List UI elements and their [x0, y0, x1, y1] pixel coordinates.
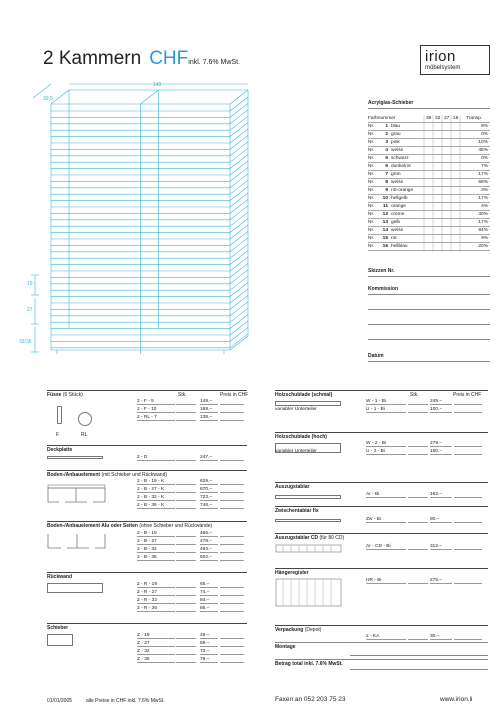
price-row-code: HR - Bi	[366, 577, 406, 584]
drawing-line	[230, 90, 248, 104]
boden-title: Boden-/Anbauelement (mit Schieber und Rückwand)	[47, 472, 168, 478]
total-field[interactable]	[220, 589, 244, 596]
drawing-line	[141, 90, 159, 104]
total-label: Betrag total inkl. 7.6% MwSt.	[275, 661, 343, 667]
acryl-row: Nr. 14 weiss 84%	[368, 228, 488, 233]
drawing-line	[230, 263, 248, 277]
total-rule	[275, 659, 488, 660]
total-field[interactable]	[454, 516, 482, 523]
quantity-field[interactable]	[176, 581, 196, 588]
quantity-field[interactable]	[408, 633, 428, 640]
quantity-field[interactable]	[176, 494, 196, 501]
quantity-field[interactable]	[408, 543, 428, 550]
montage-field	[350, 655, 488, 656]
drawing-line	[230, 148, 248, 162]
price-row-code: 2 - KA	[366, 633, 406, 640]
price-value: 245.–	[430, 398, 452, 405]
acryl-grid	[368, 115, 490, 253]
total-field[interactable]	[220, 502, 244, 509]
drawing-line	[230, 302, 248, 316]
drawing-line	[230, 276, 248, 290]
rueckwand-rule	[47, 572, 247, 573]
width-dimension-label: 149	[153, 82, 162, 88]
total-field[interactable]	[220, 414, 244, 421]
price-value: 746.–	[200, 502, 218, 509]
quantity-field[interactable]	[176, 554, 196, 561]
price-row-code: 2 - B - 27	[137, 538, 175, 545]
haenge-rule	[275, 568, 488, 569]
quantity-field[interactable]	[176, 538, 196, 545]
depth-dimension-label: 39,5	[43, 96, 53, 102]
acryl-row: Nr. 6 dunkelrot 7%	[368, 164, 488, 169]
deckplatte-shape	[47, 456, 103, 459]
total-field[interactable]	[220, 486, 244, 493]
acryl-row: Nr. 11 orange 4%	[368, 204, 488, 209]
drawing-line	[230, 116, 248, 130]
footer-note: alle Preise in CHF inkl. 7.6% MwSt.	[86, 698, 165, 704]
total-field[interactable]	[220, 632, 244, 639]
acryl-row: Nr. 2 grau 0%	[368, 132, 488, 137]
price-row-code: 2 - R - 36	[137, 605, 175, 612]
drawing-line	[230, 283, 248, 297]
drawing-line	[230, 219, 248, 233]
price-value: 79.–	[200, 656, 218, 663]
total-field[interactable]	[220, 656, 244, 663]
acryl-row: Nr. 13 gelb 17%	[368, 220, 488, 225]
quantity-field[interactable]	[176, 597, 196, 604]
price-value: 86.–	[200, 605, 218, 612]
price-value: 138.–	[200, 414, 218, 421]
total-field[interactable]	[220, 648, 244, 655]
drawing-line	[230, 251, 248, 265]
page-title: 2 Kammern CHFinkl. 7.6% MwSt.	[43, 48, 241, 69]
irion-logo: irion möbelsystem	[420, 45, 490, 75]
drawing-line	[230, 334, 248, 348]
total-field[interactable]	[220, 597, 244, 604]
drawing-line	[230, 155, 248, 169]
kommission-rule	[368, 294, 490, 295]
price-value: 100.–	[430, 406, 452, 413]
left-top-rule	[47, 390, 247, 391]
price-row-code: Ar - Bi	[366, 491, 406, 498]
vat-note: inkl. 7.6% MwSt.	[188, 59, 241, 66]
drawing-line	[230, 129, 248, 143]
acryl-row: Nr. 4 weiss 45%	[368, 148, 488, 153]
skizzen-rule	[368, 276, 490, 277]
alu-shape	[47, 532, 107, 554]
right-stk-header: Stk.	[410, 392, 419, 398]
drawing-line	[230, 212, 248, 226]
cabinet-drawing	[19, 80, 270, 370]
drawing-line	[230, 327, 248, 341]
total-field[interactable]	[220, 538, 244, 545]
haenge-title: Hängeregister	[275, 570, 309, 576]
quantity-field[interactable]	[408, 398, 428, 405]
price-value: 312.–	[430, 543, 452, 550]
boden-rule	[47, 470, 247, 471]
drawing-line	[230, 225, 248, 239]
quantity-field[interactable]	[408, 577, 428, 584]
total-field[interactable]	[220, 554, 244, 561]
price-row-code: 2 - D	[137, 454, 175, 461]
acryl-top-rule	[368, 108, 490, 109]
footer-fax: Faxen an 052 203 75 23	[275, 696, 346, 703]
drawing-line	[230, 161, 248, 175]
quantity-field[interactable]	[176, 398, 196, 405]
drawing-line	[230, 289, 248, 303]
quantity-field[interactable]	[176, 632, 196, 639]
price-row-code: U - 1 - Bi	[366, 406, 406, 413]
drawing-line	[230, 123, 248, 137]
acryl-header: Farbnummer 36 32 27 19 Transp.	[368, 115, 490, 123]
drawing-line	[230, 336, 248, 350]
price-row-code: 2 - B - 36 - K	[137, 502, 175, 509]
price-row-code: 2 - F - 10	[137, 406, 175, 413]
alu-title: Boden-/Anbauelement Alu oder Seiten (ohne Schieber und Rückwände)	[47, 523, 213, 529]
price-row-label: variabler Unterteiler	[275, 407, 317, 412]
price-row-code: 2 - B - 32 - K	[137, 494, 175, 501]
acryl-row: Nr. 1 blau 8%	[368, 124, 488, 129]
quantity-field[interactable]	[176, 478, 196, 485]
field-line-2	[368, 324, 490, 325]
quantity-field[interactable]	[176, 589, 196, 596]
drawing-line	[230, 295, 248, 309]
auszug-rule	[275, 482, 488, 483]
total-field[interactable]	[454, 440, 482, 447]
price-row-code: 2 - B - 19	[137, 530, 175, 537]
price-value: 30.–	[430, 633, 452, 640]
drawing-line	[230, 110, 248, 124]
rueckwand-shape	[47, 583, 103, 593]
price-value: 49.–	[200, 632, 218, 639]
total-field[interactable]	[220, 581, 244, 588]
price-row-code: Z - 32	[137, 648, 175, 655]
price-row-code: Z - 19	[137, 632, 175, 639]
price-row-code: 2 - R - 32	[137, 597, 175, 604]
acryl-row: Nr. 15 rot 9%	[368, 236, 488, 241]
height-label-32-36: 32/36	[19, 339, 32, 345]
drawing-line	[230, 142, 248, 156]
quantity-field[interactable]	[408, 516, 428, 523]
zwischen-shape	[275, 519, 341, 522]
skizzen-label: Skizzen Nr.	[368, 268, 395, 274]
verpackung-rule	[275, 625, 488, 626]
drawing-line	[230, 199, 248, 213]
price-row-code: 2 - R - 27	[137, 589, 175, 596]
quantity-field[interactable]	[408, 406, 428, 413]
total-field[interactable]	[454, 491, 482, 498]
left-preis-header: Preis in CHF	[220, 392, 249, 398]
total-field[interactable]	[454, 543, 482, 550]
price-row-code: W - 1 - Bi	[366, 398, 406, 405]
cd-rule	[275, 533, 488, 534]
montage-rule	[275, 642, 488, 643]
schieber-shape	[47, 634, 73, 646]
drawing-line	[230, 257, 248, 271]
cd-title: Auszugstablar CD (für 80 CD)	[275, 535, 345, 541]
zwischen-rule	[275, 506, 488, 507]
price-value: 279.–	[430, 440, 452, 447]
total-field[interactable]	[220, 406, 244, 413]
acryl-row: Nr. 8 weiss 68%	[368, 180, 488, 185]
price-row-label: variabler Unterteiler	[275, 449, 317, 454]
price-value: 478.–	[200, 538, 218, 545]
price-value: 502.–	[200, 554, 218, 561]
price-row-code: 2 - B - 36	[137, 554, 175, 561]
drawing-line	[230, 321, 248, 335]
quantity-field[interactable]	[408, 440, 428, 447]
price-value: 465.–	[200, 530, 218, 537]
haenge-shape	[275, 578, 343, 608]
price-value: 723.–	[200, 494, 218, 501]
drawing-line	[230, 103, 248, 117]
drawing-line	[230, 97, 248, 111]
price-value: 629.–	[200, 478, 218, 485]
quantity-field[interactable]	[176, 502, 196, 509]
drawing-line	[230, 180, 248, 194]
left-stk-header: Stk.	[178, 392, 187, 398]
drawing-line	[230, 167, 248, 181]
quantity-field[interactable]	[176, 486, 196, 493]
right-top-rule	[275, 390, 488, 391]
quantity-field[interactable]	[176, 640, 196, 647]
price-value: 59.–	[200, 640, 218, 647]
price-value: 247.–	[200, 454, 218, 461]
price-row-code: W - 2 - Bi	[366, 440, 406, 447]
drawing-line	[230, 308, 248, 322]
quantity-field[interactable]	[176, 454, 196, 461]
fuss-f-shape	[57, 406, 62, 424]
acryl-row: Nr. 9 rot-orange 3%	[368, 188, 488, 193]
price-value: 670.–	[200, 486, 218, 493]
price-row-code: Z - 36	[137, 656, 175, 663]
price-row-code: U - 2 - Bi	[366, 448, 406, 455]
quantity-field[interactable]	[176, 414, 196, 421]
acryl-row: Nr. 5 schwarz 0%	[368, 156, 488, 161]
price-value: 65.–	[200, 581, 218, 588]
currency-label: CHF	[149, 48, 189, 69]
drawing-line	[230, 135, 248, 149]
alu-rule	[47, 521, 247, 522]
acryl-row: Nr. 16 hellblau 20%	[368, 244, 488, 249]
acryl-row: Nr. 3 pink 10%	[368, 140, 488, 145]
hs-hoch-title: Holzschublade (hoch)	[275, 434, 327, 440]
drawing-line	[230, 244, 248, 258]
total-field[interactable]	[220, 605, 244, 612]
total-field[interactable]	[454, 398, 482, 405]
price-row-code: 2 - B - 19 - K	[137, 478, 175, 485]
acryl-row: Nr. 7 grün 17%	[368, 172, 488, 177]
kommission-label: Kommission	[368, 286, 399, 292]
price-value: 162.–	[430, 491, 452, 498]
schieber-title: Schieber	[47, 625, 69, 631]
acryl-title: Acrylglas-Schieber	[368, 100, 414, 106]
deckplatte-title: Deckplatte	[47, 447, 73, 453]
drawing-line	[230, 187, 248, 201]
price-value: 493.–	[200, 546, 218, 553]
total-field[interactable]	[220, 478, 244, 485]
rueckwand-title: Rückwand	[47, 574, 73, 580]
quantity-field[interactable]	[408, 491, 428, 498]
fuss-rl-label: RL	[81, 432, 88, 438]
price-row-code: 2 - RL - 7	[137, 414, 175, 421]
drawing-line	[230, 238, 248, 252]
total-field[interactable]	[220, 546, 244, 553]
price-value: 150.–	[430, 448, 452, 455]
footer-web: www.irion.li	[440, 696, 473, 703]
height-label-27: 27	[27, 307, 33, 313]
total-field	[350, 669, 488, 670]
price-row-code: 2 - F - 5	[137, 398, 175, 405]
price-value: 73.–	[200, 648, 218, 655]
price-row-code: Ar - CD - Bi	[366, 543, 406, 550]
verpackung-title: Verpackung (Depot)	[275, 627, 322, 633]
right-preis-header: Preis in CHF	[453, 392, 482, 398]
footer-date: 01/01/2005	[47, 698, 73, 704]
total-field[interactable]	[454, 448, 482, 455]
height-label-19: 19	[27, 281, 33, 287]
hs-hoch-rule	[275, 432, 488, 433]
drawing-line	[230, 206, 248, 220]
drawing-line	[230, 231, 248, 245]
datum-label: Datum	[368, 353, 384, 359]
cd-shape	[275, 544, 343, 554]
quantity-field[interactable]	[176, 656, 196, 663]
quantity-field[interactable]	[176, 605, 196, 612]
quantity-field[interactable]	[176, 546, 196, 553]
price-row-code: 2 - B - 32	[137, 546, 175, 553]
schieber-rule	[47, 623, 247, 624]
hs-schmal-title: Holzschublade (schmal)	[275, 392, 333, 398]
quantity-field[interactable]	[176, 648, 196, 655]
price-row-code: 2 - R - 19	[137, 581, 175, 588]
total-field[interactable]	[220, 494, 244, 501]
drawing-line	[51, 90, 69, 104]
price-value: 275.–	[430, 577, 452, 584]
total-field[interactable]	[454, 577, 482, 584]
price-row-code: 2 - B - 27 - K	[137, 486, 175, 493]
drawing-line	[230, 193, 248, 207]
auszug-title: Auszugstablar	[275, 484, 310, 490]
fuesse-title: Füsse (6 Stück)	[47, 392, 83, 398]
price-row-code: Zw - Bi	[366, 516, 406, 523]
price-row-code: Z - 27	[137, 640, 175, 647]
price-value: 80.–	[430, 516, 452, 523]
acryl-row: Nr. 10 hellgelb 17%	[368, 196, 488, 201]
total-field[interactable]	[220, 640, 244, 647]
auszug-shape	[275, 495, 341, 499]
quantity-field[interactable]	[176, 530, 196, 537]
montage-label: Montage	[275, 644, 296, 650]
quantity-field[interactable]	[176, 406, 196, 413]
total-field[interactable]	[220, 398, 244, 405]
boden-shape	[47, 482, 107, 504]
total-field[interactable]	[454, 633, 482, 640]
drawing-line	[230, 270, 248, 284]
price-value: 84.–	[200, 597, 218, 604]
field-line-1	[368, 309, 490, 310]
price-value: 168.–	[200, 406, 218, 413]
total-field[interactable]	[220, 454, 244, 461]
acryl-row: Nr. 12 creme 30%	[368, 212, 488, 217]
deck-rule	[47, 445, 247, 446]
fuss-f-label: F	[56, 432, 60, 438]
quantity-field[interactable]	[408, 448, 428, 455]
price-value: 148.–	[200, 398, 218, 405]
drawing-line	[230, 315, 248, 329]
total-field[interactable]	[454, 406, 482, 413]
zwischen-title: Zwischentablar fix	[275, 508, 319, 514]
field-line-3	[368, 339, 490, 340]
price-value: 74.–	[200, 589, 218, 596]
fuss-rl-shape	[78, 412, 92, 426]
datum-rule	[368, 361, 490, 362]
total-field[interactable]	[220, 530, 244, 537]
drawing-line	[230, 174, 248, 188]
